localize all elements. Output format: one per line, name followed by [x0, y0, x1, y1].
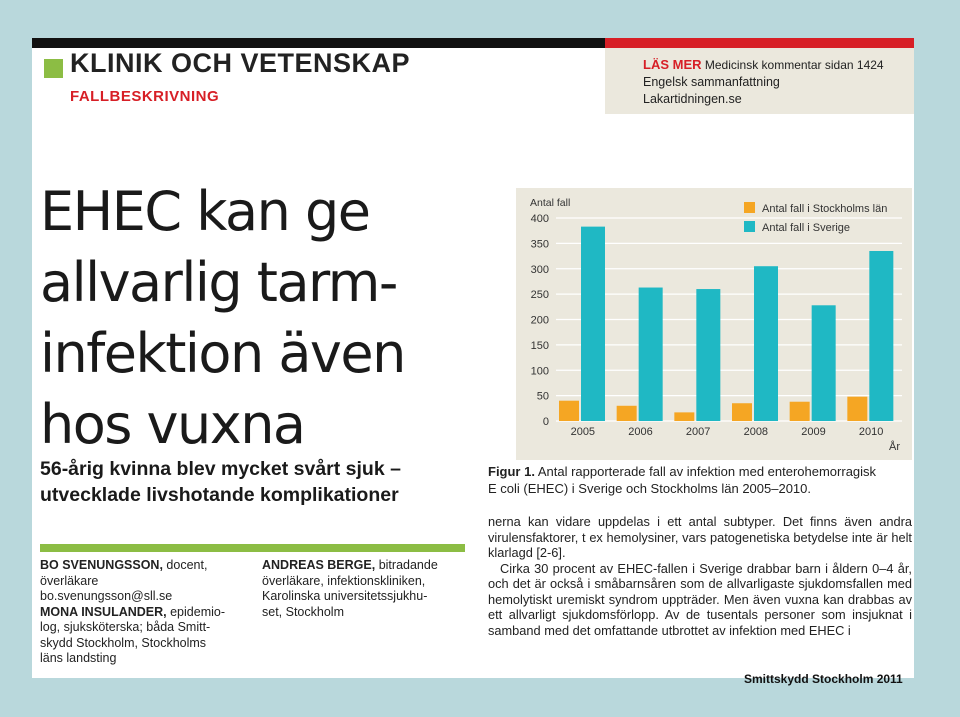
body-paragraph: Cirka 30 procent av EHEC-fallen i Sverige drabbar barn i åldern 0–4 år, och det är också i småbarnsåren som de allvarligaste sjukdomsfallen med hemolytiskt uremiskt syndrom uppträder. Men även vuxna kan drabbas av ett allvarligt sjukdomsförlopp. Av de tusentals personer som insjuknat i samband med det omfattande utbrottet av infektion med EHEC i: [488, 560, 912, 638]
bar-sverige: [581, 227, 605, 421]
las-mer-label: LÄS MER: [643, 57, 702, 72]
headline-line1: EHEC kan ge: [40, 180, 370, 243]
headline: [40, 176, 470, 460]
legend-swatch: [744, 221, 755, 232]
author-block-left: [40, 558, 245, 667]
bar-sverige: [696, 289, 720, 421]
bar-chart: [516, 188, 912, 460]
las-mer-box: [605, 48, 914, 114]
subsection-title: FALLBESKRIVNING: [70, 88, 220, 105]
bar-stockholm: [790, 402, 810, 421]
author-role: epidemio-: [170, 604, 225, 619]
section-marker: [44, 59, 63, 78]
subheadline: [40, 456, 480, 508]
author-email: bo.svenungsson@sll.se: [40, 589, 173, 603]
author-role: docent,: [166, 558, 208, 572]
figure-text1: Antal rapporterade fall av infektion med enterohemorragisk: [537, 464, 877, 479]
legend-label: Antal fall i Sverige: [762, 222, 851, 234]
y-tick-label: 300: [530, 263, 549, 276]
bar-stockholm: [732, 403, 752, 421]
figure-text2: E coli (EHEC) i Sverige och Stockholms län 2005–2010.: [488, 481, 811, 496]
legend-swatch: [744, 202, 755, 213]
author-role: bitradande: [378, 558, 438, 572]
figure-caption: [488, 463, 908, 497]
author-name: MONA INSULANDER,: [40, 604, 167, 619]
bar-stockholm: [674, 412, 694, 421]
headline-line2: allvarlig tarm-: [40, 251, 397, 314]
x-tick-label: 2006: [628, 426, 653, 438]
x-tick-label: 2005: [570, 426, 596, 438]
author-role-line: överläkare, infektionskliniken,: [262, 573, 426, 588]
y-axis-label: Antal fall: [530, 197, 571, 209]
y-tick-label: 250: [530, 289, 549, 302]
headline-line3: infektion även: [40, 322, 405, 385]
y-tick-label: 400: [530, 213, 549, 225]
author-role-line: skydd Stockholm, Stockholms: [40, 635, 207, 650]
figure-label: Figur 1.: [488, 464, 535, 479]
top-rule: [32, 38, 605, 48]
author-name: BO SVENUNGSSON,: [40, 558, 163, 572]
las-mer-text1: Medicinsk kommentar sidan 1424: [704, 58, 884, 72]
chart-panel: [516, 188, 912, 460]
las-mer-line3: Lakartidningen.se: [643, 92, 742, 106]
las-mer-line2: Engelsk sammanfattning: [643, 75, 780, 89]
bar-sverige: [869, 251, 893, 421]
x-tick-label: 2008: [743, 426, 769, 438]
author-block-right: [262, 558, 472, 620]
bar-stockholm: [559, 401, 579, 421]
body-paragraph: nerna kan vidare uppdelas i ett antal subtyper. Det finns även andra virulensfaktorer, t ex hemolysiner, vars patogenetiska betydelse inte är helt klarlagd [2-6].: [488, 514, 912, 560]
bar-sverige: [812, 305, 836, 421]
y-tick-label: 350: [530, 238, 549, 251]
y-tick-label: 200: [530, 314, 549, 327]
footer-credit: Smittskydd Stockholm 2011: [744, 672, 903, 686]
author-role-line: Karolinska universitetssjukhu-: [262, 589, 428, 603]
top-rule-red: [605, 38, 914, 48]
author-role-line: set, Stockholm: [262, 604, 344, 619]
subheadline-line1: 56-årig kvinna blev mycket svårt sjuk –: [40, 458, 401, 480]
bar-sverige: [754, 266, 778, 421]
y-tick-label: 150: [530, 339, 549, 352]
author-rule: [40, 544, 465, 552]
y-tick-label: 50: [536, 390, 549, 403]
magazine-page: [32, 38, 914, 678]
las-mer-line1: [643, 57, 884, 72]
x-axis-label: År: [889, 441, 900, 453]
author-role-line: log, sjuksköterska; båda Smitt-: [40, 620, 211, 634]
x-tick-label: 2010: [858, 426, 884, 438]
body-text: [488, 514, 912, 638]
headline-line4: hos vuxna: [40, 393, 305, 456]
subheadline-line2: utvecklade livshotande komplikationer: [40, 484, 399, 506]
y-tick-label: 0: [542, 416, 549, 428]
author-name: ANDREAS BERGE,: [262, 558, 376, 572]
x-tick-label: 2007: [685, 426, 711, 438]
legend-label: Antal fall i Stockholms län: [762, 203, 888, 215]
bar-sverige: [639, 288, 663, 421]
y-tick-label: 100: [530, 365, 549, 378]
bar-stockholm: [617, 406, 637, 421]
x-tick-label: 2009: [801, 426, 826, 438]
author-role-line: överläkare: [40, 573, 99, 588]
section-title: KLINIK OCH VETENSKAP: [70, 48, 411, 78]
bar-stockholm: [847, 397, 867, 421]
author-role-line: läns landsting: [40, 651, 117, 665]
